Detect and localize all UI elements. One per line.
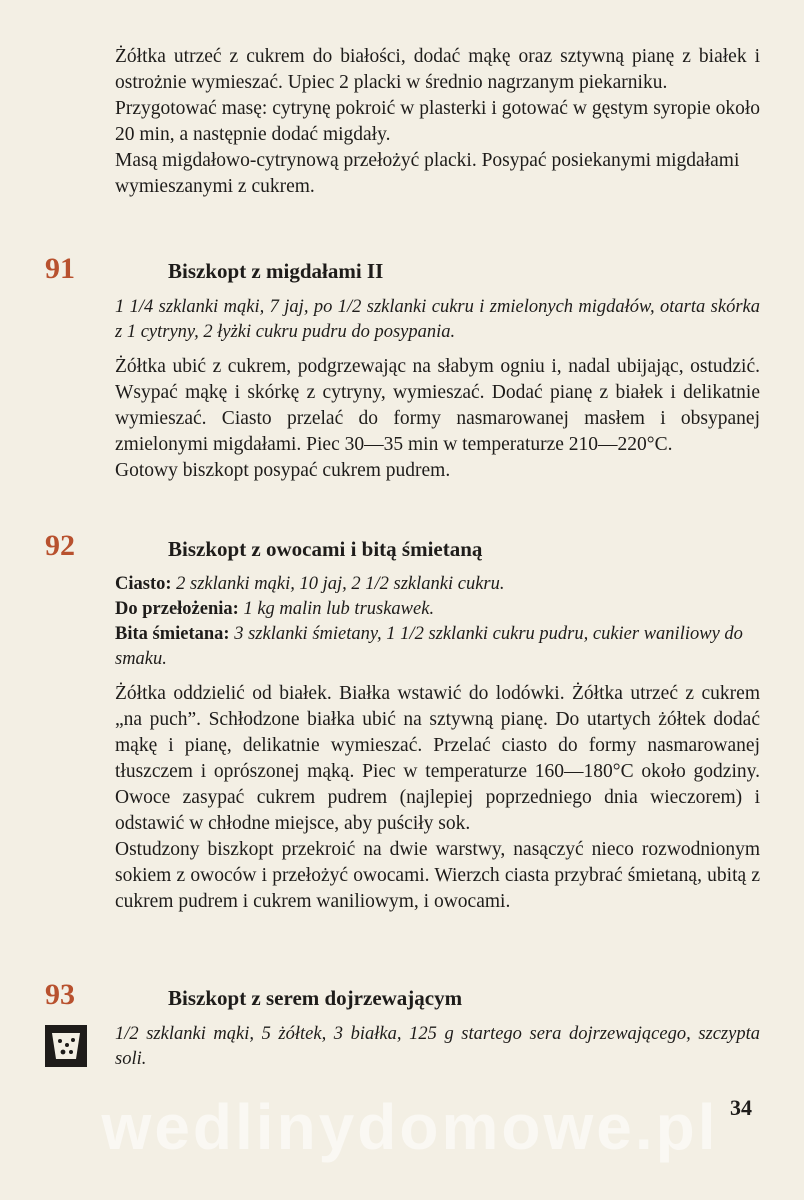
label-ciasto: Ciasto:	[115, 574, 172, 594]
ciasto-text: 2 szklanki mąki, 10 jaj, 2 1/2 szklanki cukru.	[176, 574, 505, 594]
przelozenia-text: 1 kg malin lub truskawek.	[243, 599, 435, 619]
cheese-grater-icon	[45, 1025, 87, 1067]
step-paragraph: Ostudzony biszkopt przekroić na dwie warstwy, nasączyć nieco rozwodnionym sokiem z owoców i przełożyć owocami. Wierzch ciasta przybrać śmietaną, ubitą z cukrem pudrem i cukrem waniliowym, i owocami.	[115, 839, 760, 912]
label-przelozenia: Do przełożenia:	[115, 599, 239, 619]
watermark: wedlinydomowe.pl	[101, 1091, 719, 1163]
intro-block	[115, 44, 760, 200]
recipe-number-92: 92	[45, 529, 75, 562]
step-paragraph: Żółtka oddzielić od białek. Białka wstawić do lodówki. Żółtka utrzeć z cukrem „na puch”. Schłodzone białka ubić na sztywną pianę. Do utartych żółtek dodać mąkę i pianę, delikatnie wymieszać. Przelać ciasto do formy nasmarowanej tłuszczem i oprószonej mąką. Piec w temperaturze 160—180°C około godziny. Owoce zasypać cukrem pudrem (najlepiej poprzedniego dnia wieczorem) i odstawić w chłodne miejsce, aby puściły sok.	[115, 683, 760, 834]
ingredients-91: 1 1/4 szklanki mąki, 7 jaj, po 1/2 szklanki cukru i zmielonych migdałów, otarta skórka z 1 cytryny, 2 łyżki cukru pudru do posypania.	[115, 297, 760, 342]
intro-paragraph: Żółtka utrzeć z cukrem do białości, dodać mąkę oraz sztywną pianę z białek i ostrożnie wymieszać. Upiec 2 placki w średnio nagrzanym piekarniku.	[115, 46, 760, 93]
ingredients-smietana	[115, 622, 760, 672]
recipe-92-body	[115, 572, 760, 915]
page-number: 34	[730, 1095, 752, 1120]
recipe-91-body	[115, 295, 760, 484]
recipe-93-body	[115, 1022, 760, 1072]
recipe-title-91: Biszkopt z migdałami II	[168, 259, 384, 283]
intro-paragraph: Przygotować masę: cytrynę pokroić w plasterki i gotować w gęstym syropie około 20 min, a następnie dodać migdały.	[115, 98, 760, 145]
recipe-number-91: 91	[45, 252, 75, 285]
label-smietana: Bita śmietana:	[115, 624, 230, 644]
intro-paragraph: Masą migdałowo-cytrynową przełożyć placki. Posypać posiekanymi migdałami wymieszanymi z cukrem.	[115, 150, 740, 197]
recipe-title-93: Biszkopt z serem dojrzewającym	[168, 986, 463, 1010]
ingredients-ciasto	[115, 572, 760, 597]
ingredients-93: 1/2 szklanki mąki, 5 żółtek, 3 białka, 125 g startego sera dojrzewającego, szczypta soli.	[115, 1024, 760, 1069]
ingredients-przelozenia	[115, 597, 760, 622]
step-paragraph: Żółtka ubić z cukrem, podgrzewając na słabym ogniu i, nadal ubijając, ostudzić. Wsypać mąkę i skórkę z cytryny, wymieszać. Dodać pianę z białek i delikatnie wymieszać. Ciasto przelać do formy nasmarowanej masłem i obsypanej zmielonymi migdałami. Piec 30—35 min w temperaturze 210—220°C.	[115, 356, 760, 455]
recipe-title-92: Biszkopt z owocami i bitą śmietaną	[168, 537, 483, 561]
smietana-text: 3 szklanki śmietany, 1 1/2 szklanki cukru pudru, cukier waniliowy do smaku.	[115, 624, 743, 669]
step-paragraph: Gotowy biszkopt posypać cukrem pudrem.	[115, 460, 451, 481]
recipe-number-93: 93	[45, 978, 75, 1011]
